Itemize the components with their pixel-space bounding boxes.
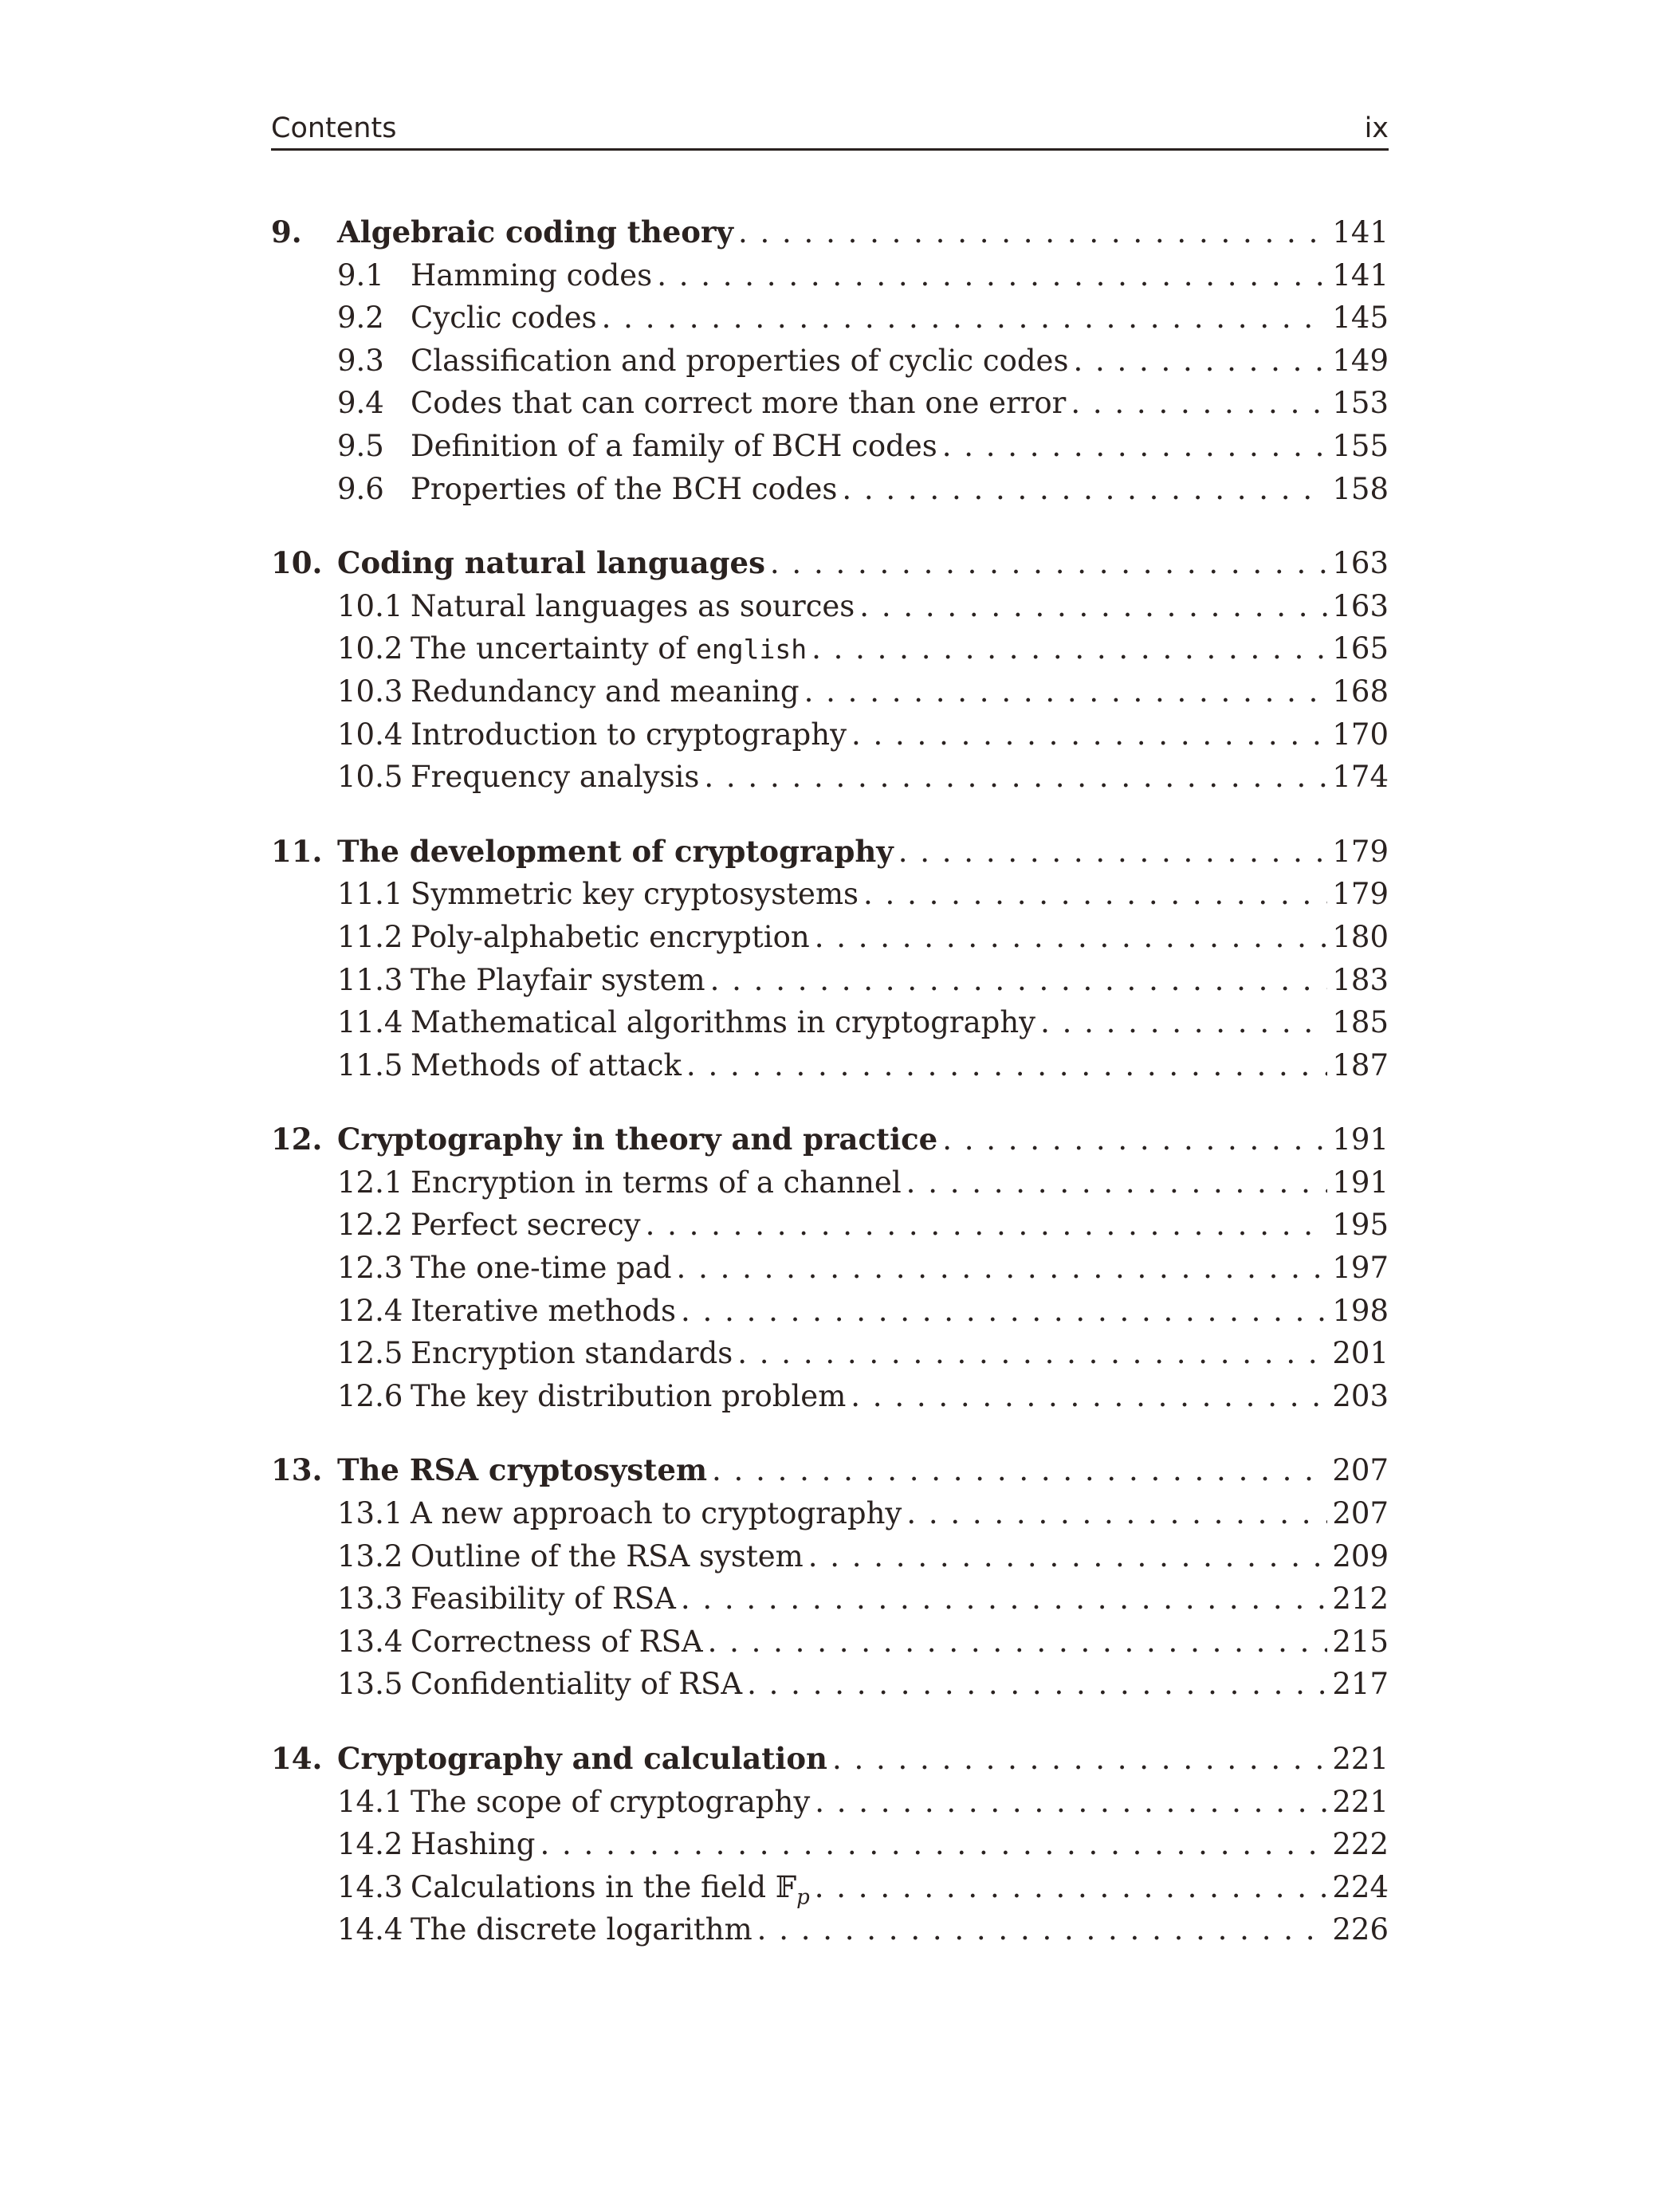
entry-page-number: 212 xyxy=(1332,1581,1389,1617)
dot-leader xyxy=(851,1375,1327,1418)
dot-leader xyxy=(863,873,1327,916)
dot-leader xyxy=(1040,1001,1327,1044)
toc-section-entry[interactable] xyxy=(271,382,1389,425)
entry-page-number: 201 xyxy=(1332,1336,1389,1371)
dot-leader xyxy=(811,627,1327,670)
dot-leader xyxy=(770,542,1327,585)
entry-page-number: 209 xyxy=(1332,1538,1389,1574)
entry-title: Outline of the RSA system xyxy=(411,1538,804,1574)
entry-number: 13.5 xyxy=(337,1667,403,1702)
entry-page-number: 191 xyxy=(1332,1122,1389,1157)
dot-leader xyxy=(657,254,1327,297)
entry-page-number: 179 xyxy=(1332,834,1389,869)
entry-page-number: 179 xyxy=(1332,877,1389,912)
dot-leader xyxy=(712,1449,1327,1492)
entry-page-number: 163 xyxy=(1332,546,1389,581)
dot-leader xyxy=(815,1781,1327,1824)
entry-number: 12. xyxy=(271,1122,323,1157)
toc-chapter xyxy=(271,1738,1389,1951)
entry-title: Poly-alphabetic encryption xyxy=(411,919,810,954)
entry-title: A new approach to cryptography xyxy=(411,1496,902,1531)
entry-page-number: 222 xyxy=(1332,1827,1389,1862)
entry-title: Introduction to cryptography xyxy=(411,717,847,752)
toc-section-entry[interactable] xyxy=(271,1492,1389,1535)
dot-leader xyxy=(906,1161,1328,1204)
entry-title: The development of cryptography xyxy=(337,833,894,869)
entry-title: Cyclic codes xyxy=(411,301,597,336)
toc-section-entry[interactable] xyxy=(271,670,1389,713)
toc-section-entry[interactable] xyxy=(271,1044,1389,1087)
entry-number: 9.4 xyxy=(337,386,384,421)
entry-title: Coding natural languages xyxy=(337,545,765,581)
entry-page-number: 174 xyxy=(1332,760,1389,795)
entry-number: 12.4 xyxy=(337,1293,403,1328)
dot-leader xyxy=(681,1290,1327,1333)
running-header xyxy=(271,108,1389,151)
entry-page-number: 215 xyxy=(1332,1624,1389,1659)
entry-title: Symmetric key cryptosystems xyxy=(411,877,859,912)
dot-leader xyxy=(704,756,1327,799)
entry-page-number: 165 xyxy=(1332,631,1389,666)
header-page-number: ix xyxy=(1364,112,1389,144)
entry-number: 9.5 xyxy=(337,428,384,463)
entry-number: 10.1 xyxy=(337,588,403,623)
entry-title: Hashing xyxy=(411,1827,536,1862)
entry-page-number: 141 xyxy=(1332,215,1389,249)
entry-number: 9.1 xyxy=(337,257,384,293)
entry-number: 14.3 xyxy=(337,1869,403,1904)
toc-section-entry[interactable] xyxy=(271,1908,1389,1951)
entry-title: Methods of attack xyxy=(411,1047,682,1082)
entry-number: 10.5 xyxy=(337,760,403,795)
entry-page-number: 145 xyxy=(1332,301,1389,336)
dot-leader xyxy=(710,959,1328,1002)
dot-leader xyxy=(1071,382,1327,425)
entry-number: 13.4 xyxy=(337,1624,403,1659)
entry-title: Natural languages as sources xyxy=(411,588,855,623)
entry-page-number: 191 xyxy=(1332,1165,1389,1200)
toc-section-entry[interactable] xyxy=(271,1247,1389,1290)
entry-number: 9.3 xyxy=(337,343,384,378)
entry-title: The scope of cryptography xyxy=(411,1784,811,1819)
entry-number: 14. xyxy=(271,1741,323,1776)
entry-title: Iterative methods xyxy=(411,1293,677,1328)
toc-section-entry[interactable] xyxy=(271,1290,1389,1333)
dot-leader xyxy=(832,1738,1327,1781)
entry-page-number: 141 xyxy=(1332,257,1389,293)
entry-page-number: 153 xyxy=(1332,386,1389,421)
entry-number: 12.2 xyxy=(337,1208,403,1243)
table-of-contents xyxy=(271,211,1389,1983)
entry-page-number: 158 xyxy=(1332,471,1389,506)
toc-section-entry[interactable] xyxy=(271,340,1389,383)
toc-section-entry[interactable] xyxy=(271,425,1389,468)
toc-chapter-entry[interactable] xyxy=(271,831,1389,874)
toc-section-entry[interactable] xyxy=(271,1375,1389,1418)
entry-page-number: 224 xyxy=(1332,1869,1389,1904)
toc-section-entry[interactable] xyxy=(271,297,1389,340)
toc-section-entry[interactable] xyxy=(271,254,1389,297)
toc-section-entry[interactable] xyxy=(271,1001,1389,1044)
entry-title: The RSA cryptosystem xyxy=(337,1452,708,1488)
toc-section-entry[interactable] xyxy=(271,585,1389,628)
toc-chapter xyxy=(271,1118,1389,1417)
entry-number: 11.1 xyxy=(337,877,403,912)
dot-leader xyxy=(942,1118,1327,1161)
dot-leader xyxy=(1073,340,1327,383)
dot-leader xyxy=(808,1535,1328,1578)
dot-leader xyxy=(859,585,1327,628)
toc-section-entry[interactable] xyxy=(271,1663,1389,1706)
toc-section-entry[interactable] xyxy=(271,873,1389,916)
entry-title: Algebraic coding theory xyxy=(337,214,733,249)
toc-section-entry[interactable] xyxy=(271,756,1389,799)
toc-section-entry[interactable] xyxy=(271,1781,1389,1824)
entry-title: Correctness of RSA xyxy=(411,1624,703,1659)
toc-section-entry[interactable] xyxy=(271,627,1389,670)
entry-title: The Playfair system xyxy=(411,962,705,997)
entry-number: 9. xyxy=(271,214,302,249)
toc-chapter-entry[interactable] xyxy=(271,211,1389,254)
entry-title: The one-time pad xyxy=(411,1251,672,1286)
entry-title: Perfect secrecy xyxy=(411,1208,641,1243)
entry-number: 11.5 xyxy=(337,1047,403,1082)
entry-number: 13.1 xyxy=(337,1496,403,1531)
entry-page-number: 185 xyxy=(1332,1005,1389,1040)
entry-page-number: 195 xyxy=(1332,1208,1389,1243)
toc-section-entry[interactable] xyxy=(271,1823,1389,1866)
entry-number: 12.6 xyxy=(337,1378,403,1413)
entry-title: Confidentiality of RSA xyxy=(411,1667,743,1702)
dot-leader xyxy=(842,468,1327,511)
toc-section-entry[interactable] xyxy=(271,1535,1389,1578)
dot-leader xyxy=(681,1577,1328,1621)
dot-leader xyxy=(898,831,1328,874)
entry-title: Cryptography and calculation xyxy=(337,1741,827,1776)
entry-number: 10.4 xyxy=(337,717,403,752)
dot-leader xyxy=(602,297,1328,340)
entry-page-number: 207 xyxy=(1332,1496,1389,1531)
dot-leader xyxy=(815,1866,1328,1909)
toc-section-entry[interactable] xyxy=(271,916,1389,959)
entry-number: 13.2 xyxy=(337,1538,403,1574)
dot-leader xyxy=(646,1204,1328,1247)
toc-chapter-entry[interactable] xyxy=(271,1738,1389,1781)
dot-leader xyxy=(738,211,1327,254)
entry-page-number: 183 xyxy=(1332,962,1389,997)
dot-leader xyxy=(851,713,1327,756)
subscript: p xyxy=(796,1885,810,1910)
entry-title: Calculations in the field 𝔽$_p$ xyxy=(411,1869,810,1910)
entry-title: Classification and properties of cyclic codes xyxy=(411,343,1069,378)
entry-page-number: 226 xyxy=(1332,1912,1389,1947)
entry-page-number: 168 xyxy=(1332,674,1389,709)
entry-number: 13.3 xyxy=(337,1581,403,1617)
inline-code: english xyxy=(696,634,808,666)
toc-section-entry[interactable] xyxy=(271,1577,1389,1621)
dot-leader xyxy=(815,916,1328,959)
toc-chapter-entry[interactable] xyxy=(271,1449,1389,1492)
toc-chapter xyxy=(271,211,1389,510)
entry-number: 9.6 xyxy=(337,471,384,506)
toc-section-entry[interactable] xyxy=(271,468,1389,511)
toc-section-entry[interactable] xyxy=(271,713,1389,756)
entry-number: 14.1 xyxy=(337,1784,403,1819)
entry-number: 10.3 xyxy=(337,674,403,709)
entry-page-number: 221 xyxy=(1332,1742,1389,1776)
header-section-title: Contents xyxy=(271,112,397,144)
entry-page-number: 198 xyxy=(1332,1293,1389,1328)
entry-page-number: 180 xyxy=(1332,919,1389,954)
entry-title: Redundancy and meaning xyxy=(411,674,800,709)
entry-title: The key distribution problem xyxy=(411,1378,847,1413)
dot-leader xyxy=(737,1332,1327,1375)
entry-title: The discrete logarithm xyxy=(411,1912,753,1947)
entry-page-number: 187 xyxy=(1332,1047,1389,1082)
entry-number: 12.1 xyxy=(337,1165,403,1200)
toc-chapter xyxy=(271,1449,1389,1706)
entry-number: 9.2 xyxy=(337,301,384,336)
entry-title: Feasibility of RSA xyxy=(411,1581,676,1617)
entry-number: 12.5 xyxy=(337,1336,403,1371)
toc-section-entry[interactable] xyxy=(271,1332,1389,1375)
entry-title: Mathematical algorithms in cryptography xyxy=(411,1005,1036,1040)
toc-section-entry[interactable] xyxy=(271,1621,1389,1664)
entry-page-number: 207 xyxy=(1332,1453,1389,1488)
dot-leader xyxy=(708,1621,1328,1664)
toc-chapter-entry[interactable] xyxy=(271,542,1389,585)
toc-section-entry[interactable] xyxy=(271,1161,1389,1204)
toc-section-entry[interactable] xyxy=(271,1204,1389,1247)
entry-title: The uncertainty of english xyxy=(411,631,808,666)
entry-page-number: 170 xyxy=(1332,717,1389,752)
entry-page-number: 163 xyxy=(1332,588,1389,623)
toc-chapter xyxy=(271,831,1389,1087)
entry-number: 14.4 xyxy=(337,1912,403,1947)
dot-leader xyxy=(677,1247,1328,1290)
entry-title: Encryption standards xyxy=(411,1336,733,1371)
dot-leader xyxy=(757,1908,1328,1951)
entry-number: 10.2 xyxy=(337,631,403,666)
entry-title: Codes that can correct more than one error xyxy=(411,386,1067,421)
toc-section-entry[interactable] xyxy=(271,959,1389,1002)
entry-page-number: 203 xyxy=(1332,1378,1389,1413)
dot-leader xyxy=(804,670,1328,713)
entry-number: 14.2 xyxy=(337,1827,403,1862)
entry-title: Frequency analysis xyxy=(411,760,700,795)
entry-title: Hamming codes xyxy=(411,257,653,293)
entry-title: Properties of the BCH codes xyxy=(411,471,838,506)
entry-page-number: 197 xyxy=(1332,1251,1389,1286)
entry-number: 11.2 xyxy=(337,919,403,954)
entry-page-number: 149 xyxy=(1332,343,1389,378)
toc-chapter xyxy=(271,542,1389,799)
entry-number: 12.3 xyxy=(337,1251,403,1286)
entry-page-number: 221 xyxy=(1332,1784,1389,1819)
dot-leader xyxy=(942,425,1328,468)
entry-page-number: 155 xyxy=(1332,428,1389,463)
entry-number: 13. xyxy=(271,1452,323,1488)
entry-number: 10. xyxy=(271,545,323,581)
toc-section-entry[interactable] xyxy=(271,1866,1389,1909)
dot-leader xyxy=(686,1044,1327,1087)
toc-chapter-entry[interactable] xyxy=(271,1118,1389,1161)
entry-title: Cryptography in theory and practice xyxy=(337,1122,938,1157)
entry-page-number: 217 xyxy=(1332,1667,1389,1702)
dot-leader xyxy=(747,1663,1327,1706)
dot-leader xyxy=(906,1492,1327,1535)
entry-title: Encryption in terms of a channel xyxy=(411,1165,902,1200)
entry-number: 11. xyxy=(271,833,323,869)
entry-number: 11.3 xyxy=(337,962,403,997)
dot-leader xyxy=(540,1823,1328,1866)
entry-number: 11.4 xyxy=(337,1005,403,1040)
entry-title: Definition of a family of BCH codes xyxy=(411,428,937,463)
